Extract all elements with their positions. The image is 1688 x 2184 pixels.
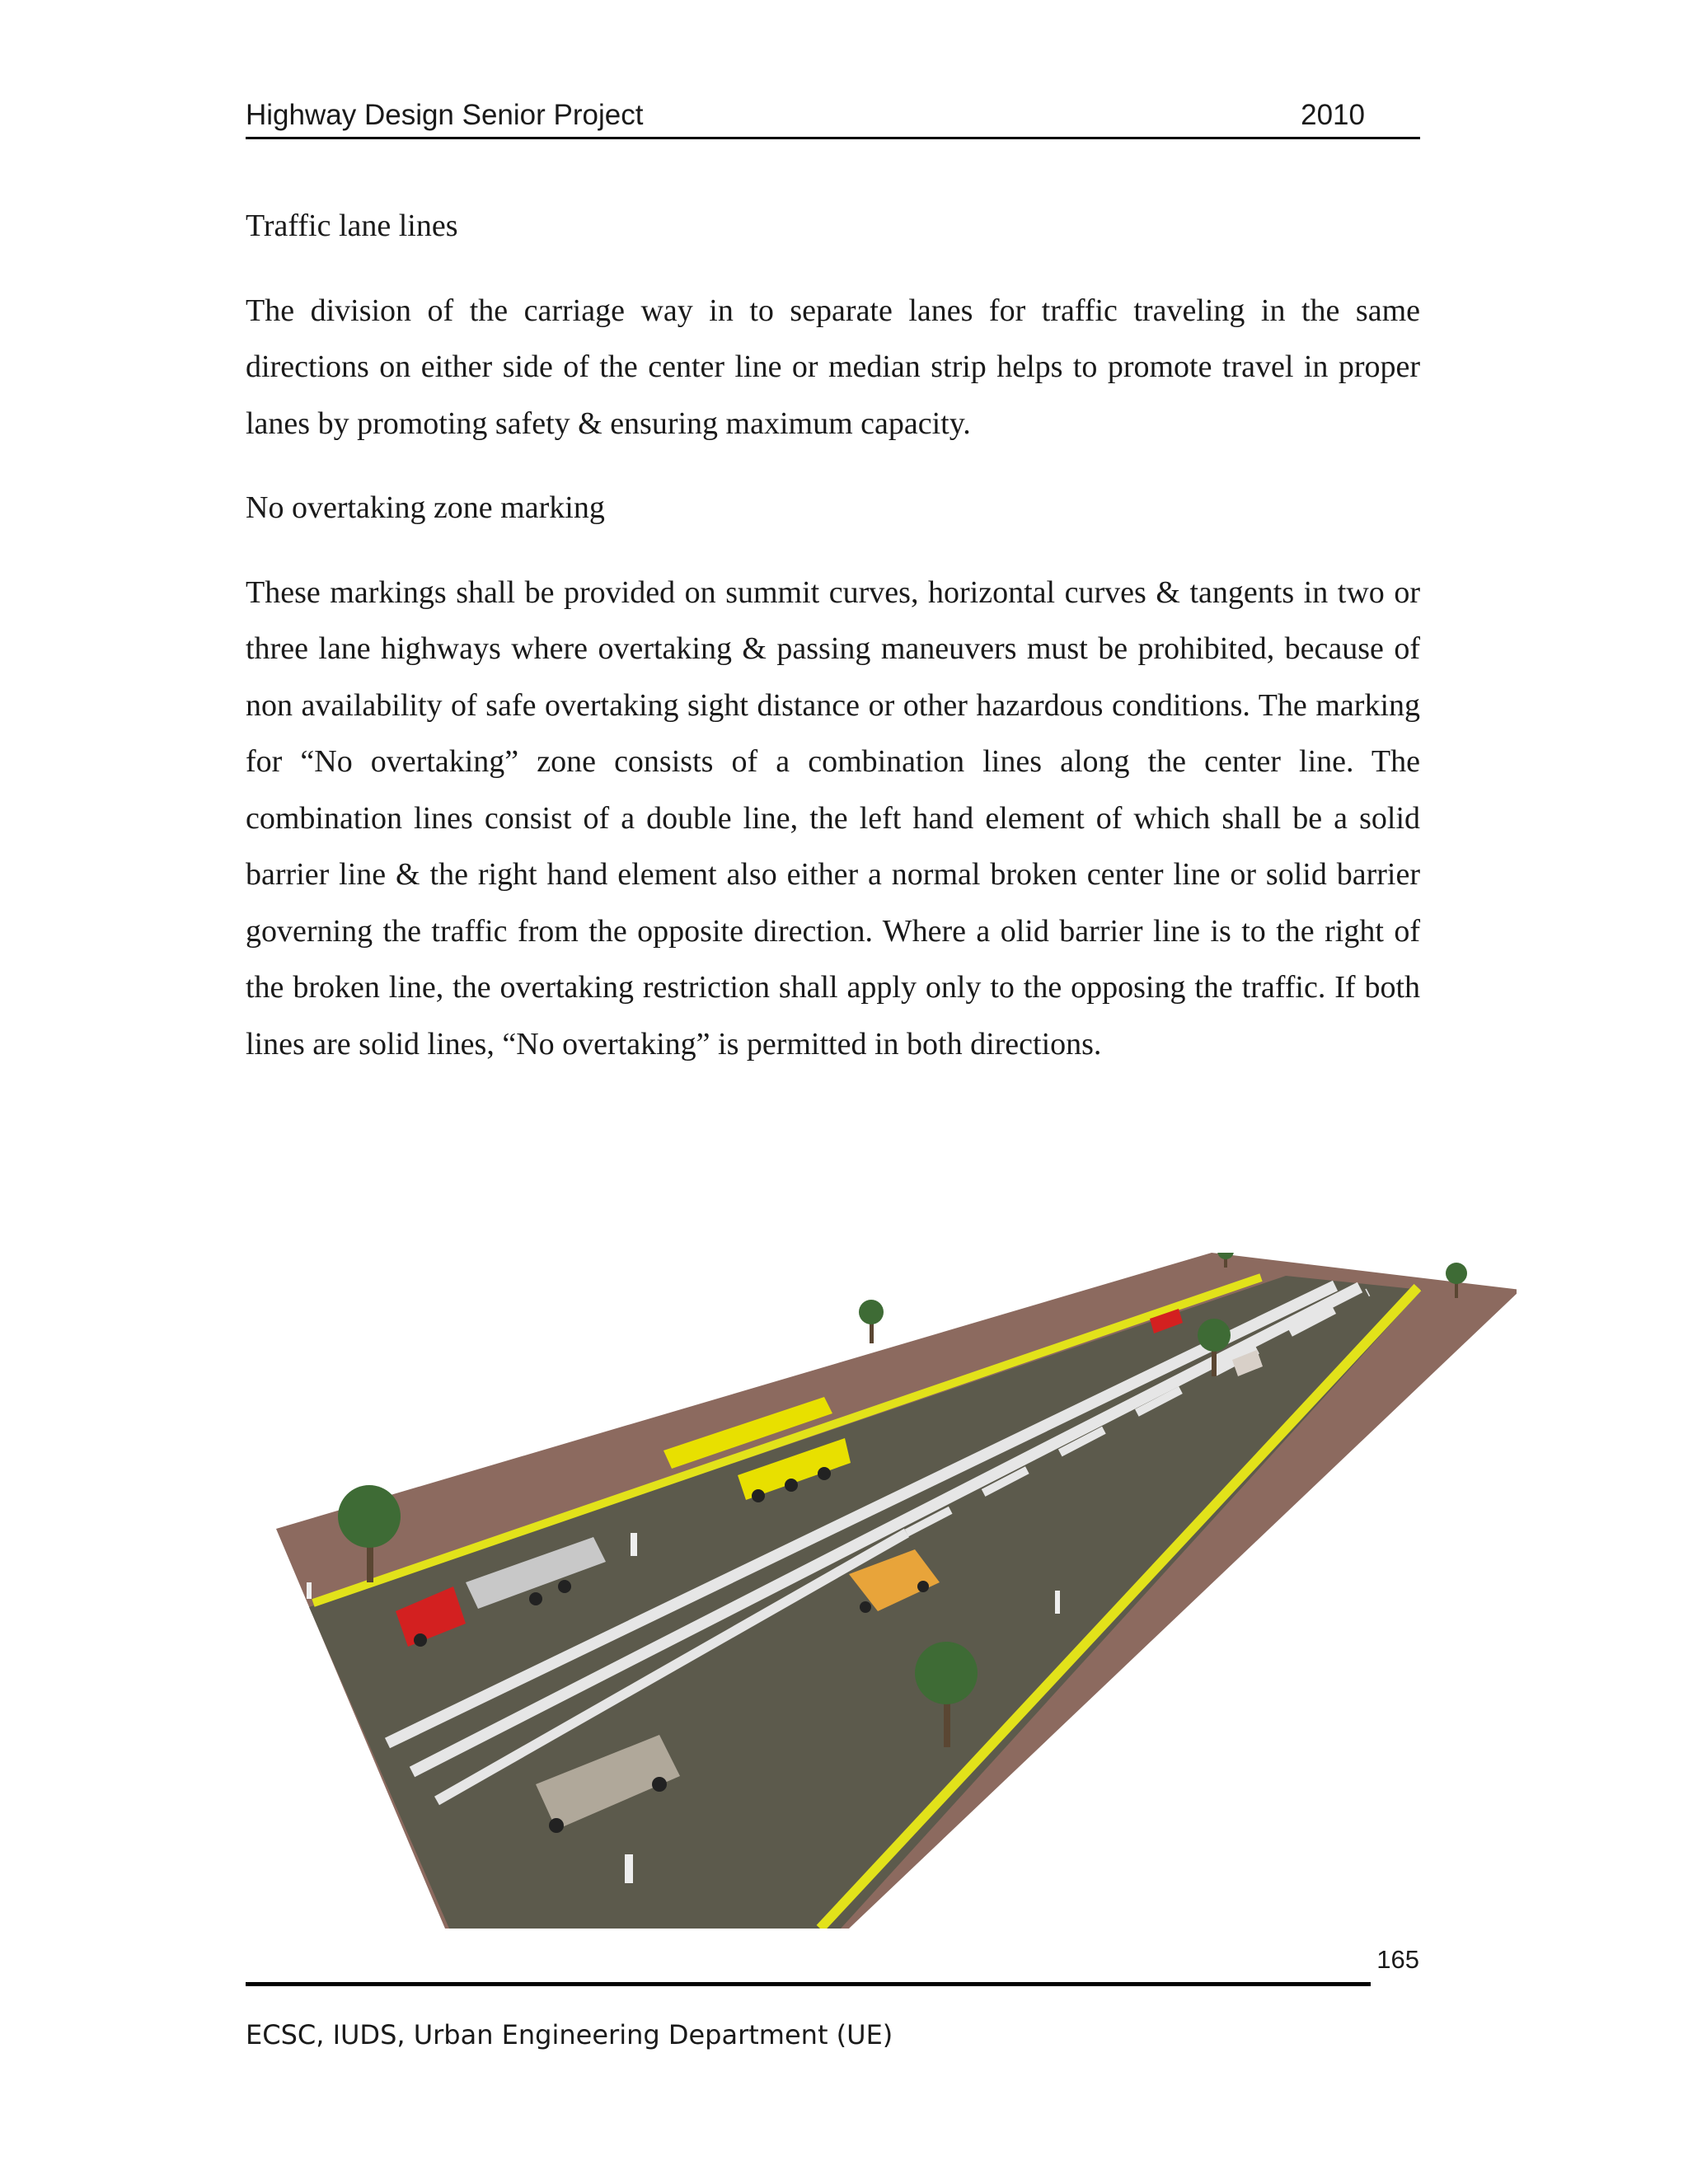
page-header — [246, 97, 1420, 139]
header-year: 2010 — [1301, 99, 1365, 131]
footer-institution: ECSC, IUDS, Urban Engineering Department (UE) — [246, 2019, 893, 2050]
post-2 — [631, 1533, 637, 1556]
footer-divider — [246, 1982, 1371, 1986]
post-3 — [1055, 1591, 1060, 1614]
page-number: 165 — [1376, 1945, 1419, 1974]
post-1 — [307, 1582, 312, 1599]
tree-3 — [859, 1300, 884, 1343]
section-paragraph-no-overtaking: These markings shall be provided on summit curves, horizontal curves & tangents in two or three lane highways where overtaking & passing maneuvers must be prohibited, because of non availability of safe overtaking sight distance or other hazardous conditions. The marking for “No overtaking” zone consists of a combination lines along the center line. The combination lines consist of a double line, the left hand element of which shall be a solid barrier line & the right hand element also either a normal broken center line or solid barrier governing the traffic from the opposite direction. Where a olid barrier line is to the right of the broken line, the overtaking restriction shall apply only to the opposing the traffic. If both lines are solid lines, “No overtaking” is permitted in both directions. — [246, 574, 1420, 1062]
highway-illustration — [264, 1253, 1517, 1929]
page-content — [246, 198, 1420, 1100]
section-paragraph-traffic-lane-lines: The division of the carriage way in to separate lanes for traffic traveling in the same directions on either side of the center line or median strip helps to promote travel in proper lanes by promoting safety & ensuring maximum capacity. — [246, 293, 1420, 441]
section-heading-traffic-lane-lines: Traffic lane lines — [246, 209, 458, 243]
header-title: Highway Design Senior Project — [246, 99, 644, 131]
post-4 — [625, 1854, 633, 1883]
section-heading-no-overtaking: No overtaking zone marking — [246, 490, 605, 525]
